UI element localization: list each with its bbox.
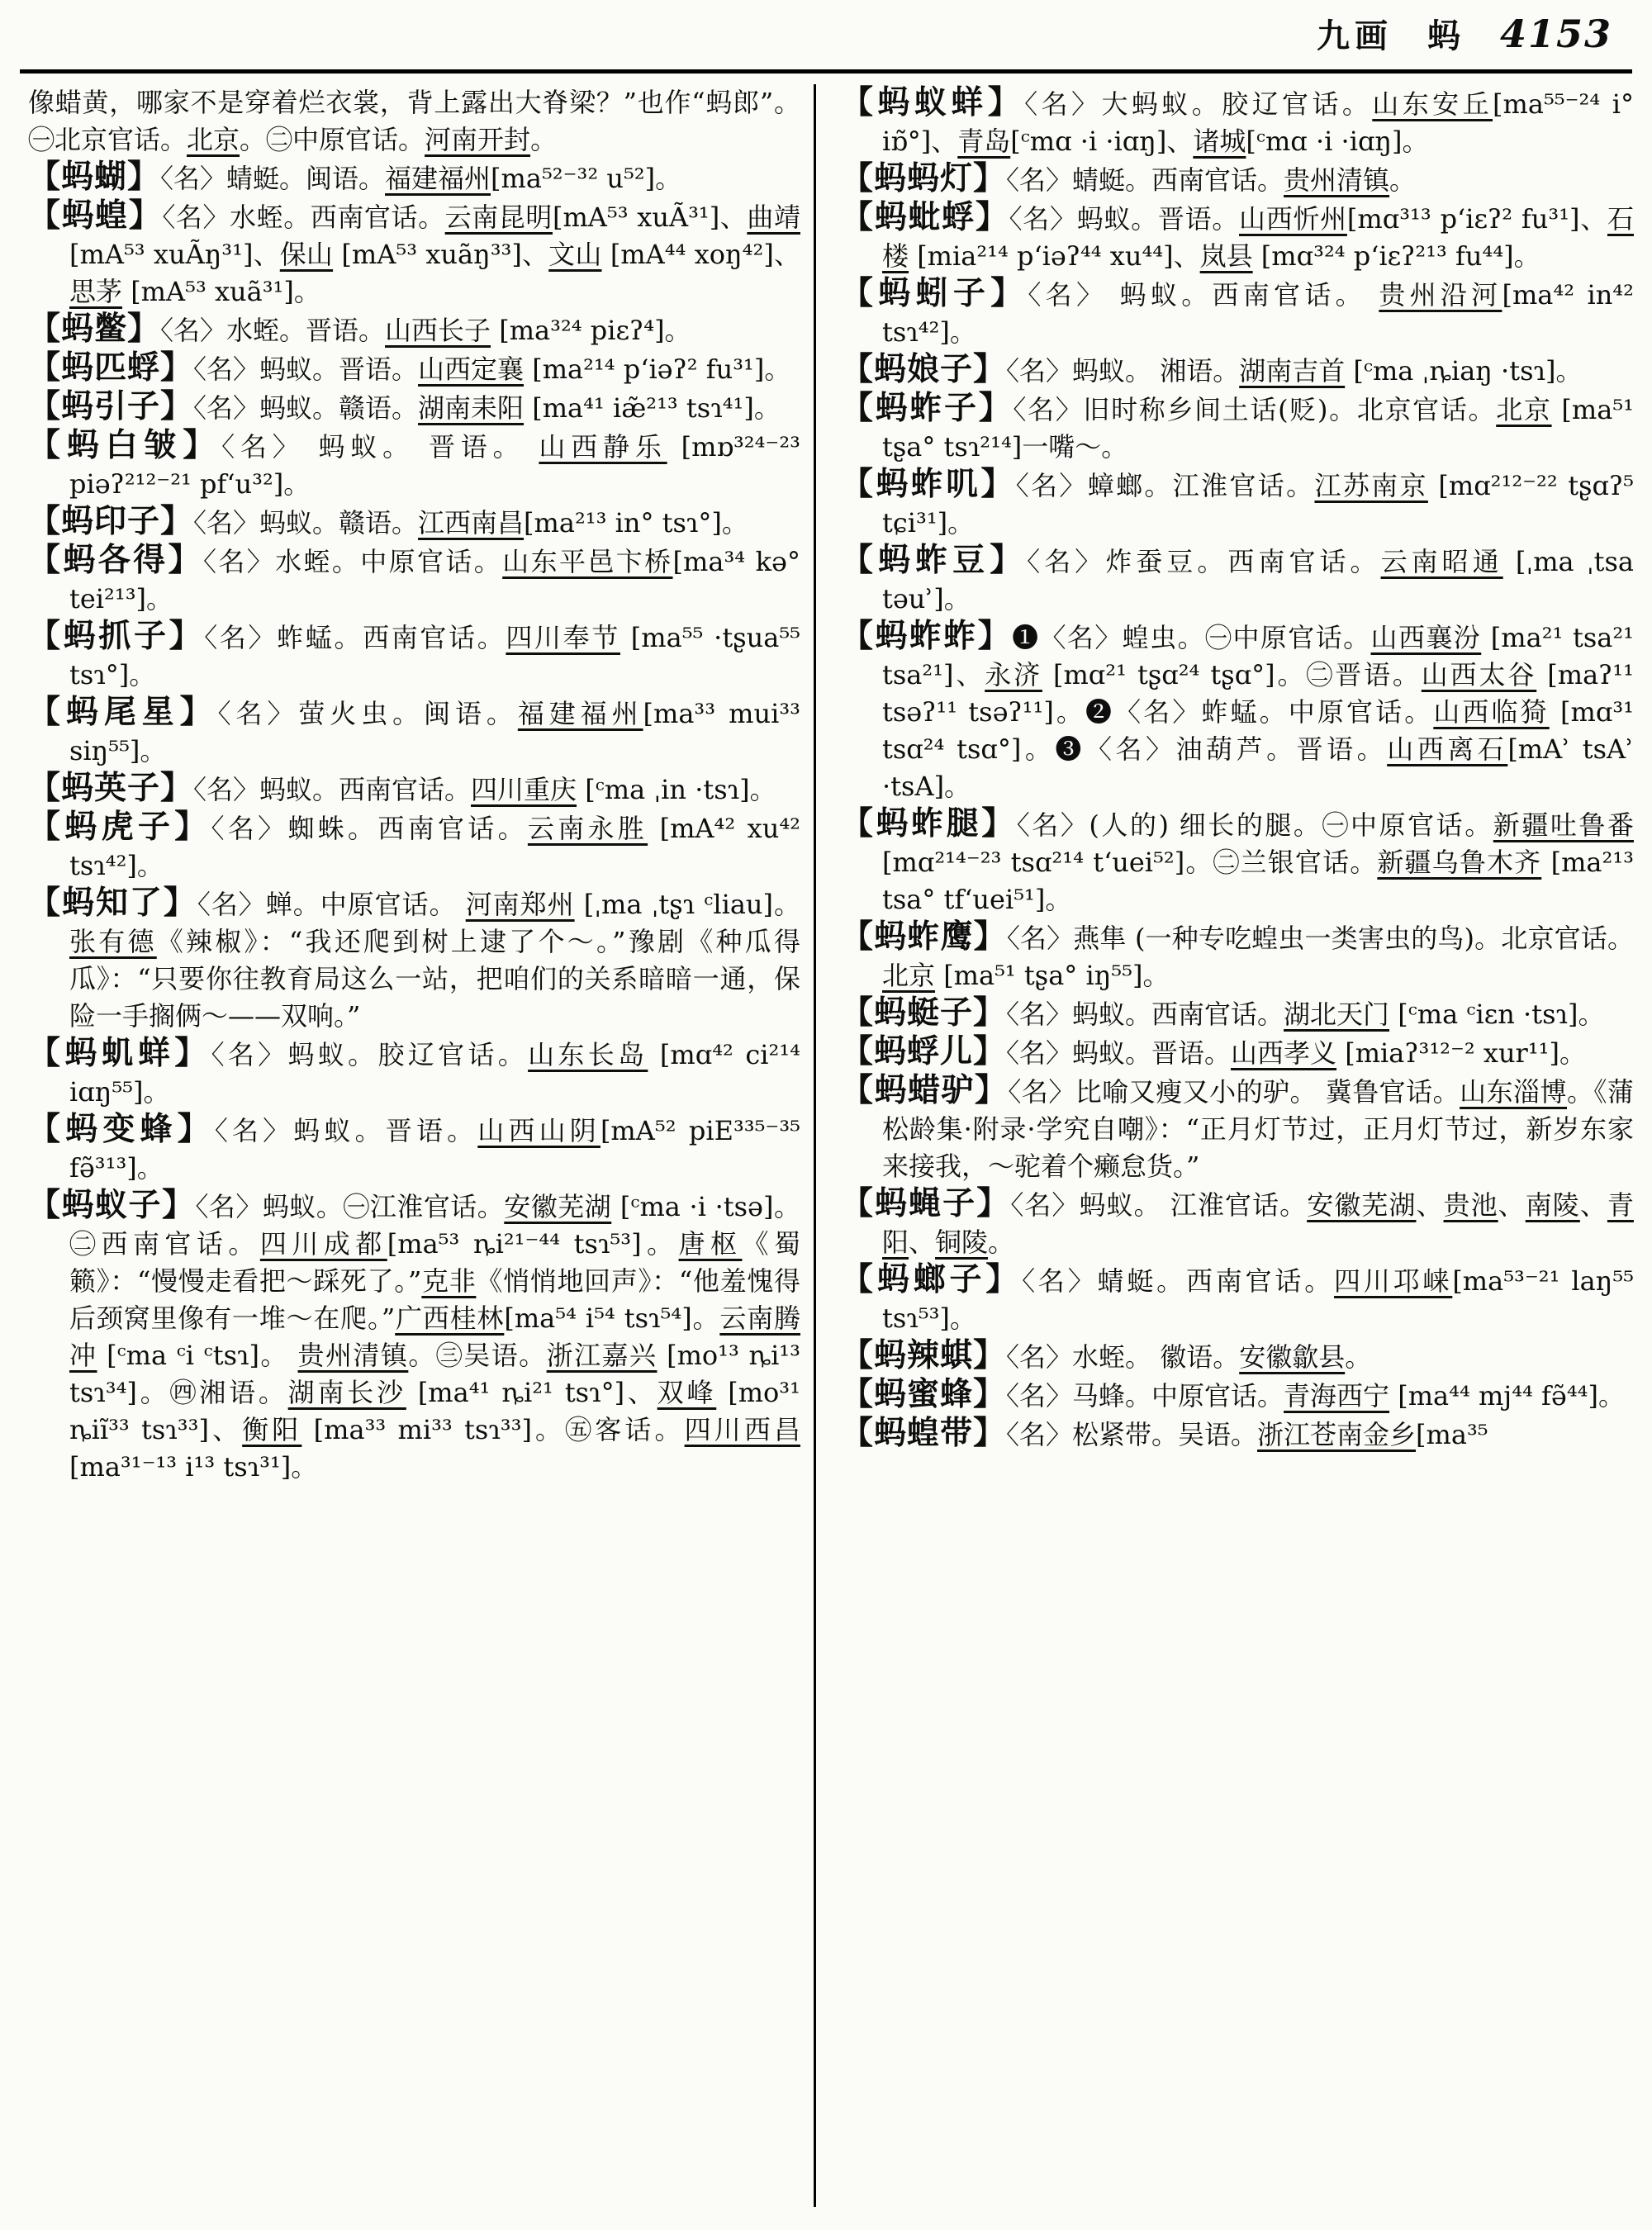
entry-text: 〈名〉蚂蚁。 江淮官话。 — [1010, 1189, 1308, 1221]
entry-headword: 【蚂匹蜉】 — [28, 349, 194, 387]
place-name: 石楼 — [882, 203, 1634, 272]
entry-text: 〈名〉旧时称乡间土话(贬)。北京官话。 — [1013, 394, 1497, 425]
dictionary-entry — [28, 197, 800, 311]
place-name: 思茅 — [69, 276, 123, 307]
entry-text: 。 — [1345, 1341, 1372, 1373]
place-name: 贵州沿河 — [1379, 279, 1502, 311]
entry-text: 〈名〉 蚂蚁。西南官话。 — [1028, 279, 1379, 311]
page-header — [1317, 10, 1612, 57]
entry-headword: 【蚂蜡驴】 — [841, 1071, 1009, 1109]
place-name: 四川成都 — [259, 1228, 387, 1260]
entry-text: [mA⁴⁴ xoŋ⁴²]、 — [601, 239, 800, 270]
entry-headword: 【蚂蚁蛘】 — [841, 83, 1025, 121]
dictionary-entry — [841, 542, 1634, 618]
entry-text: 〈名〉蚂蚁。 湘语。 — [1006, 355, 1240, 387]
entry-text: [mɑ²¹⁴⁻²³ tsɑ²¹⁴ t‘uei⁵²]。㊁兰银官话。 — [882, 847, 1378, 878]
entry-text: [mA⁵³ xuã³¹]。 — [122, 276, 320, 307]
entry-headword: 【蚂白皱】 — [28, 426, 222, 464]
dictionary-entry — [841, 1185, 1634, 1261]
entry-headword: 【蚂蜓子】 — [841, 994, 1007, 1032]
entry-text: 〈名〉水蛭。晋语。 — [160, 315, 386, 346]
place-name: 文山 — [548, 239, 602, 270]
entry-headword: 【蚂蚱腿】 — [841, 804, 1017, 842]
entry-text: [ˌma ˌtʂɿ ᶜliau]。 — [574, 889, 800, 920]
entry-text: 〈名〉水蛭。西南官话。 — [162, 202, 445, 233]
entry-text: 。 — [988, 1226, 1015, 1258]
entry-text: 〈名〉马蜂。中原官话。 — [1006, 1380, 1284, 1412]
dictionary-entry — [841, 199, 1634, 275]
entry-headword: 【蚂蚱蚱】 — [841, 617, 1013, 655]
right-column — [841, 84, 1634, 1454]
place-name: 贵池 — [1443, 1189, 1498, 1221]
entry-text: [ma⁵⁴ i⁵⁴ tsɿ⁵⁴]。 — [504, 1302, 720, 1334]
entry-text: [ᶜmɑ ·i ·iɑŋ]。 — [1246, 126, 1429, 157]
place-name: 诸城 — [1193, 126, 1246, 157]
entry-text: 〈名〉蜘蛛。西南官话。 — [211, 813, 528, 844]
place-name: 永济 — [985, 659, 1042, 690]
dictionary-entry — [841, 918, 1634, 994]
entry-text: [ma²¹⁴ p‘iəʔ² fu³¹]。 — [524, 353, 791, 385]
place-name: 湖北天门 — [1284, 999, 1390, 1030]
entry-text: [mo³¹ ȵiĩ³³ tsɿ³³]、 — [69, 1377, 800, 1445]
place-name: 山西山阴 — [477, 1115, 601, 1146]
entry-text: 〈名〉蚂蚁。晋语。 — [214, 1115, 478, 1146]
entry-text: [mA⁵³ xuÃ³¹]、 — [552, 202, 748, 233]
place-name: 新疆乌鲁木齐 — [1377, 847, 1542, 878]
header-section-title: 九画 — [1316, 17, 1393, 55]
place-name: 青阳 — [882, 1189, 1634, 1258]
entry-text: [mA⁵² piE³³⁵⁻³⁵ fə̃³¹³]。 — [69, 1115, 800, 1184]
place-name: 衡阳 — [242, 1414, 302, 1445]
dictionary-entry — [841, 1337, 1634, 1376]
entry-text: 《蜀籁》：“慢慢走看把～踩死了。” — [69, 1228, 800, 1297]
dictionary-entry — [28, 1035, 800, 1111]
dictionary-entry — [841, 805, 1634, 918]
entry-text: 〈名〉蚂蚁。晋语。 — [1006, 1037, 1232, 1069]
place-name: 山东安丘 — [1372, 88, 1493, 120]
entry-text: [ma⁵¹ tʂa° iŋ⁵⁵]。 — [935, 960, 1170, 991]
place-name: 新疆吐鲁番 — [1493, 809, 1634, 841]
dictionary-entry — [841, 1072, 1634, 1185]
entry-headword: 【蚂虮蛘】 — [28, 1034, 211, 1072]
place-name: 北京 — [1496, 394, 1552, 425]
place-name: 北京 — [882, 960, 936, 991]
entry-text: [mɑ²¹ tʂɑ²⁴ tʂɑ°]。㊁晋语。 — [1042, 659, 1422, 690]
place-name: 山东淄博 — [1460, 1076, 1567, 1108]
entry-text: 、 — [909, 1226, 936, 1258]
entry-text: ❶〈名〉蝗虫。㊀中原官话。 — [1012, 622, 1371, 653]
header-headword: 蚂 — [1427, 17, 1465, 55]
place-name: 铜陵 — [935, 1226, 989, 1258]
entry-headword: 【蚂印子】 — [28, 502, 194, 540]
entry-headword: 【蚂蚂灯】 — [841, 159, 1007, 197]
place-name: 安徽芜湖 — [504, 1191, 612, 1222]
entry-text: [ma³²⁴ piɛʔ⁴]。 — [491, 315, 691, 346]
entry-text: 〈名〉炸蚕豆。西南官话。 — [1027, 546, 1381, 577]
dictionary-entry — [28, 809, 800, 885]
entry-text: 。 — [530, 124, 558, 155]
dictionary-entry — [28, 427, 800, 503]
dictionary-entry — [841, 618, 1634, 805]
continuation-paragraph — [28, 84, 800, 159]
entry-headword: 【蚂虎子】 — [28, 808, 211, 846]
entry-text: 〈名〉蚂蚁。赣语。 — [193, 507, 419, 539]
place-name: 山西太谷 — [1421, 659, 1537, 690]
entry-text: 〈名〉比喻又瘦又小的驴。 冀鲁官话。 — [1008, 1076, 1460, 1108]
place-name: 岚县 — [1199, 240, 1253, 272]
place-name: 云南昆明 — [444, 202, 553, 233]
place-name: 浙江嘉兴 — [546, 1340, 657, 1371]
entry-text: [ma⁴⁴ mj⁴⁴ fə̃⁴⁴]。 — [1389, 1380, 1625, 1412]
place-name: 江西南昌 — [418, 507, 525, 539]
entry-text: [ma⁵²⁻³² u⁵²]。 — [491, 163, 682, 194]
place-name: 山西临猗 — [1433, 696, 1550, 728]
entry-text: [ma⁴¹ ȵi²¹ tsɿ°]、 — [406, 1377, 657, 1408]
place-name: 唐枢 — [678, 1228, 743, 1260]
entry-text: [ma³⁵ — [1416, 1419, 1488, 1450]
entry-headword: 【蚂螂子】 — [841, 1260, 1023, 1298]
entry-text: [mɑ³²⁴ p‘iɛʔ²¹³ fu⁴⁴]。 — [1252, 240, 1540, 272]
entry-text: [ᶜmɑ ·i ·iɑŋ]、 — [1010, 126, 1194, 157]
entry-headword: 【蚂蝴】 — [28, 158, 161, 196]
place-name: 南陵 — [1525, 1189, 1580, 1221]
entry-text: [ma²¹³ tsa° tf‘uei⁵¹]。 — [882, 847, 1634, 915]
entry-text: 〈名〉蜻蜓。西南官话。 — [1022, 1265, 1335, 1297]
entry-text: [ma⁵¹ tʂa° tsɿ²¹⁴]一嘴～。 — [882, 394, 1634, 463]
entry-headword: 【蚂蚓子】 — [841, 274, 1028, 312]
entry-text: 。《蒲松龄集·附录·学究自嘲》：“正月灯节过，正月灯节过，新岁东家来接我，～驼着个癞怠货。” — [882, 1076, 1634, 1182]
entry-headword: 【蚂变蜂】 — [28, 1110, 215, 1148]
place-name: 河南开封 — [425, 124, 531, 155]
entry-text: [ᶜma ˌȵiaŋ ·tsɿ]。 — [1345, 355, 1583, 387]
dictionary-entry — [841, 994, 1634, 1033]
left-column — [28, 84, 800, 1486]
entry-text: [ma⁵⁵ ·tʂua⁵⁵ tsɿ°]。 — [69, 622, 800, 690]
entry-headword: 【蚂辣蜞】 — [841, 1336, 1007, 1374]
place-name: 山西静乐 — [539, 431, 667, 463]
entry-text: 〈名〉蚂蚁。晋语。 — [1009, 203, 1240, 235]
place-name: 云南腾冲 — [69, 1302, 800, 1371]
place-name: 湖南吉首 — [1239, 355, 1346, 387]
place-name: 山东平邑卞桥 — [502, 546, 673, 577]
place-name: 四川西昌 — [684, 1414, 800, 1445]
entry-headword: 【蚂蜉儿】 — [841, 1032, 1007, 1070]
entry-text: [mA⁵³ xuãŋ³³]、 — [333, 239, 549, 270]
entry-text: [mɑ³¹³ p‘iɛʔ² fu³¹]、 — [1346, 203, 1607, 235]
entry-headword: 【蚂蚱叽】 — [841, 465, 1016, 503]
entry-text: 〈名〉水蛭。 徽语。 — [1006, 1341, 1240, 1373]
entry-text: [miaʔ³¹²⁻² xur¹¹]。 — [1336, 1037, 1586, 1069]
place-name: 青岛 — [957, 126, 1011, 157]
place-name: 曲靖 — [747, 202, 800, 233]
entry-text: [ma⁴² in⁴² tsɿ⁴²]。 — [882, 279, 1634, 348]
entry-text: 《辣椒》：“我还爬到树上逮了个～。”豫剧《种瓜得瓜》：“只要你往教育局这么一站，把咱们的关系暗暗一通，保险一手搁俩～——双响。” — [69, 926, 800, 1032]
entry-text: 。 — [1389, 164, 1417, 196]
entry-text: 〈名〉蚂蚁。胶辽官话。 — [211, 1039, 529, 1070]
entry-headword: 【蚂娘子】 — [841, 350, 1007, 388]
entry-headword: 【蚂蚱鹰】 — [841, 918, 1007, 956]
entry-text: [mo¹³ ȵi¹³ tsɿ³⁴]。㊃湘语。 — [69, 1340, 800, 1408]
header-page-number: 4153 — [1499, 12, 1612, 56]
place-name: 浙江苍南金乡 — [1257, 1419, 1417, 1450]
place-name: 河南郑州 — [465, 889, 575, 920]
entry-text: 〈名〉萤火虫。闽语。 — [217, 698, 518, 729]
place-name: 江苏南京 — [1314, 470, 1428, 501]
entry-text: [mia²¹⁴ p‘iəʔ⁴⁴ xu⁴⁴]、 — [909, 240, 1200, 272]
place-name: 山西忻州 — [1239, 203, 1347, 235]
place-name: 贵州清镇 — [297, 1340, 409, 1371]
entry-text: [ᶜma ᶜiɛn ·tsɿ]。 — [1389, 999, 1605, 1030]
place-name: 张有德 — [69, 926, 157, 957]
dictionary-entry — [841, 84, 1634, 160]
entry-text: [ma³³ mui³³ siŋ⁵⁵]。 — [69, 698, 800, 766]
dictionary-entry — [28, 159, 800, 197]
entry-text: 〈名〉蜻蜓。西南官话。 — [1006, 164, 1284, 196]
entry-text: [ᶜma ˌin ·tsɿ]。 — [577, 774, 776, 805]
place-name: 安徽歙县 — [1239, 1341, 1346, 1373]
place-name: 福建福州 — [517, 698, 643, 729]
entry-headword: 【蚂引子】 — [28, 387, 194, 425]
entry-headword: 【蚂蝇子】 — [841, 1184, 1011, 1222]
columns-container — [28, 84, 1634, 2207]
entry-headword: 【蚂蝗】 — [28, 197, 163, 235]
place-name: 四川重庆 — [471, 774, 577, 805]
entry-text: 〈名〉蚂蚁。晋语。 — [193, 353, 419, 385]
entry-text: [ma⁵³⁻²¹ laŋ⁵⁵ tsɿ⁵³]。 — [882, 1265, 1634, 1334]
entry-text: 、 — [1498, 1189, 1526, 1221]
place-name: 云南永胜 — [527, 813, 648, 844]
entry-text: [mAʾ tsAʾ ·tsA]。 — [882, 733, 1634, 802]
entry-text: [mɑ³¹ tsɑ²⁴ tsɑ°]。❸〈名〉油葫芦。晋语。 — [882, 696, 1634, 765]
entry-text: [ᶜma ·i ·tsə]。㊁西南官话。 — [69, 1191, 800, 1260]
entry-text: 〈名〉蚂蚁。西南官话。 — [1006, 999, 1284, 1030]
entry-text: 〈名〉大蚂蚁。胶辽官话。 — [1024, 88, 1373, 120]
entry-text: [mɒ³²⁴⁻²³ piəʔ²¹²⁻²¹ pf‘u³²]。 — [69, 431, 800, 500]
entry-text: 〈名〉水蛭。中原官话。 — [202, 546, 503, 577]
place-name: 广西桂林 — [395, 1302, 505, 1334]
place-name: 山西长子 — [385, 315, 491, 346]
entry-headword: 【蚂知了】 — [28, 884, 197, 922]
entry-text: [mA⁴² xu⁴² tsɿ⁴²]。 — [69, 813, 800, 881]
entry-headword: 【蚂蜜蜂】 — [841, 1375, 1007, 1413]
entry-text: [ma³³ mi³³ tsɿ³³]。㊄客话。 — [301, 1414, 685, 1445]
entry-text: 〈名〉蚂蚁。㊀江淮官话。 — [195, 1191, 505, 1222]
entry-headword: 【蚂蝗带】 — [841, 1414, 1007, 1452]
dictionary-entry — [841, 1376, 1634, 1415]
dictionary-entry — [28, 503, 800, 542]
dictionary-entry — [28, 1111, 800, 1187]
entry-text: 〈名〉蚂蚁。西南官话。 — [193, 774, 472, 805]
dictionary-entry — [841, 160, 1634, 199]
dictionary-entry — [28, 885, 800, 1035]
place-name: 山西襄汾 — [1370, 622, 1482, 653]
entry-text: 。㊁中原官话。 — [240, 124, 425, 155]
dictionary-entry — [841, 351, 1634, 390]
entry-text: [ma²¹ tsa²¹ tsa²¹]、 — [882, 622, 1634, 690]
entry-headword: 【蚂鳖】 — [28, 310, 161, 348]
entry-headword: 【蚂蚱豆】 — [841, 541, 1028, 579]
place-name: 湖南长沙 — [287, 1377, 406, 1408]
entry-text: 。㊂吴语。 — [408, 1340, 547, 1371]
entry-text: [ma²¹³ in° tsɿ°]。 — [524, 507, 748, 539]
dictionary-entry — [841, 275, 1634, 351]
entry-text: 〈名〉 蚂蚁。 晋语。 — [221, 431, 539, 463]
dictionary-entry — [28, 542, 800, 618]
dictionary-entry — [841, 390, 1634, 466]
dictionary-entry — [841, 1261, 1634, 1337]
dictionary-entry — [841, 466, 1634, 542]
entry-headword: 【蚂各得】 — [28, 541, 203, 579]
entry-headword: 【蚂蚁子】 — [28, 1186, 196, 1224]
place-name: 山东长岛 — [528, 1039, 648, 1070]
place-name: 保山 — [279, 239, 334, 270]
place-name: 北京 — [187, 124, 240, 155]
entry-text: 〈名〉蝉。中原官话。 — [197, 889, 466, 920]
entry-text: [maʔ¹¹ tsəʔ¹¹ tsəʔ¹¹]。❷〈名〉蚱蜢。中原官话。 — [882, 659, 1634, 728]
place-name: 贵州清镇 — [1284, 164, 1390, 196]
entry-text: 〈名〉(人的) 细长的腿。㊀中原官话。 — [1016, 809, 1493, 841]
entry-text: [ᶜma ᶜi ᶜtsɿ]。 — [97, 1340, 298, 1371]
entry-text: 、 — [1579, 1189, 1607, 1221]
place-name: 山西孝义 — [1231, 1037, 1337, 1069]
entry-text: [mɑ⁴² ci²¹⁴ iɑŋ⁵⁵]。 — [69, 1039, 800, 1108]
entry-headword: 【蚂尾星】 — [28, 693, 218, 731]
entry-text: 〈名〉蟑螂。江淮官话。 — [1015, 470, 1315, 501]
entry-text: [ˌma ˌtsa təuʾ]。 — [882, 546, 1634, 614]
entry-headword: 【蚂蚱子】 — [841, 389, 1014, 427]
entry-text: 像蜡黄，哪家不是穿着烂衣裳，背上露出大脊梁？”也作“蚂郎”。㊀北京官话。 — [28, 87, 800, 155]
entry-text: 〈名〉蜻蜓。闽语。 — [160, 163, 386, 194]
column-divider — [814, 84, 816, 2207]
place-name: 双峰 — [657, 1377, 717, 1408]
dictionary-entry — [841, 1415, 1634, 1454]
entry-text: 《悄悄地回声》：“他羞愧得后颈窝里像有一堆～在爬。” — [69, 1265, 800, 1334]
entry-text: 〈名〉蚱蜢。西南官话。 — [204, 622, 506, 653]
entry-text: [ma⁴¹ iæ̃²¹³ tsɿ⁴¹]。 — [524, 392, 781, 424]
entry-text: [ma⁵³ ȵi²¹⁻⁴⁴ tsɿ⁵³]。 — [387, 1228, 679, 1260]
dictionary-entry — [28, 694, 800, 770]
dictionary-entry — [841, 1033, 1634, 1072]
entry-text: [mA⁵³ xuÃŋ³¹]、 — [69, 239, 280, 270]
place-name: 安徽芜湖 — [1307, 1189, 1417, 1221]
place-name: 克非 — [421, 1265, 477, 1297]
dictionary-entry — [28, 388, 800, 427]
entry-headword: 【蚂抓子】 — [28, 617, 205, 655]
place-name: 福建福州 — [385, 163, 491, 194]
entry-text: 〈名〉蚂蚁。赣语。 — [193, 392, 419, 424]
place-name: 青海西宁 — [1284, 1380, 1390, 1412]
place-name: 湖南耒阳 — [418, 392, 525, 424]
place-name: 山西定襄 — [418, 353, 525, 385]
entry-headword: 【蚂英子】 — [28, 769, 194, 807]
place-name: 山西离石 — [1387, 733, 1508, 765]
dictionary-entry — [28, 618, 800, 694]
entry-text: 〈名〉燕隼 (一种专吃蝗虫一类害虫的鸟)。北京官话。 — [1006, 923, 1634, 954]
dictionary-entry — [28, 770, 800, 809]
entry-text: [ma³⁴ kə° tei²¹³]。 — [69, 546, 800, 614]
header-rule — [20, 69, 1632, 74]
place-name: 云南昭通 — [1380, 546, 1503, 577]
entry-text: [mɑ²¹²⁻²² tʂɑʔ⁵ tɕi³¹]。 — [882, 470, 1634, 539]
entry-text: [ma³¹⁻¹³ i¹³ tsɿ³¹]。 — [69, 1451, 318, 1483]
place-name: 四川邛崃 — [1334, 1265, 1453, 1297]
entry-headword: 【蚂蚍蜉】 — [841, 198, 1009, 236]
dictionary-entry — [28, 311, 800, 349]
dictionary-entry — [28, 349, 800, 388]
dictionary-entry — [28, 1187, 800, 1486]
entry-text: 、 — [1416, 1189, 1444, 1221]
entry-text: [ma⁵⁵⁻²⁴ i° iɒ̃°]、 — [882, 88, 1634, 157]
entry-text: 〈名〉松紧带。吴语。 — [1006, 1419, 1258, 1450]
place-name: 四川奉节 — [506, 622, 620, 653]
